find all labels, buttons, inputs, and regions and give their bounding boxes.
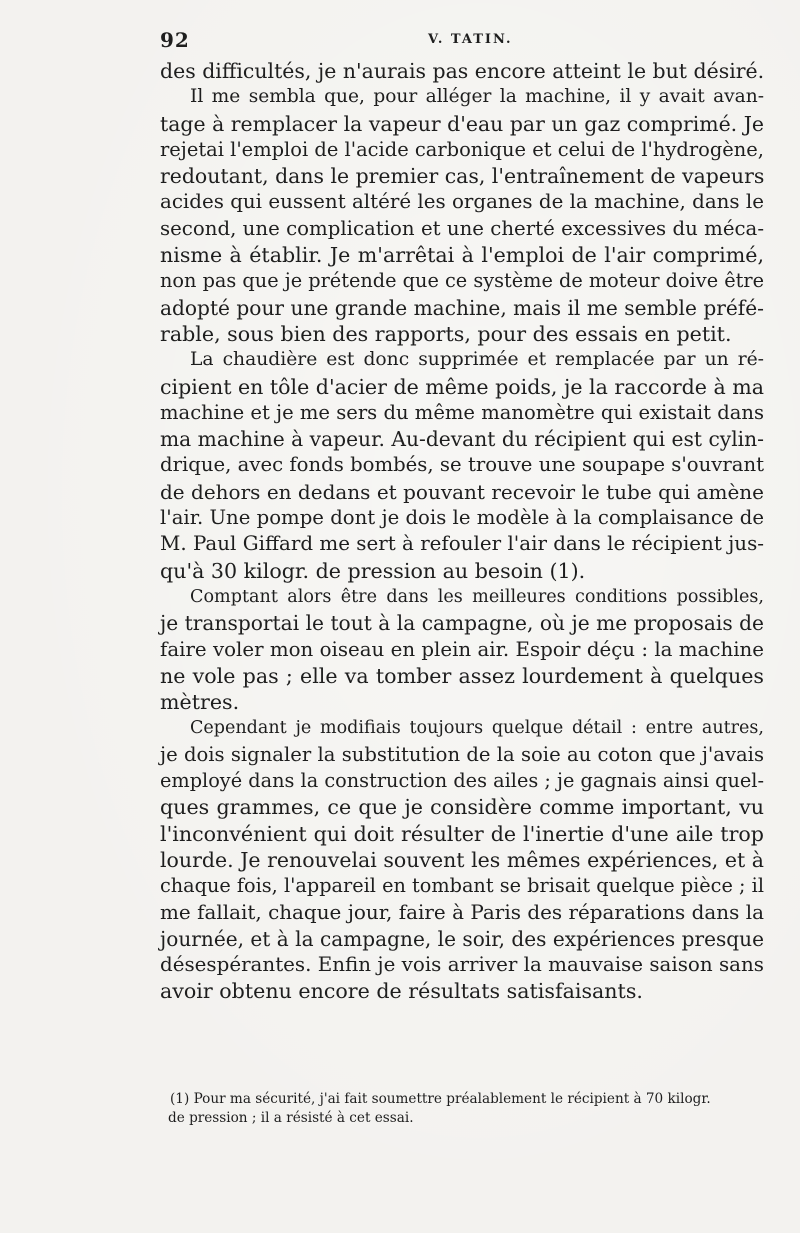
text-line: M. Paul Giffard me sert à refouler l'air dans le récipient jus- — [160, 532, 764, 556]
footnote-line: (1) Pour ma sécurité, j'ai fait soumettre préalablement le récipient à 70 kilogr. — [170, 1091, 711, 1107]
text-line: de dehors en dedans et pouvant recevoir le tube qui amène — [160, 479, 764, 504]
text-line: je dois signaler la substitution de la soie au coton que j'avais — [160, 742, 764, 766]
paragraph — [160, 715, 764, 1004]
text-line: rable, sous bien des rapports, pour des essais en petit. — [160, 321, 732, 346]
footnote-line: de pression ; il a résisté à cet essai. — [168, 1110, 414, 1126]
footnote — [170, 1090, 782, 1128]
paragraph — [160, 347, 764, 584]
text-line: second, une complication et une cherté excessives du méca- — [160, 216, 764, 240]
text-line: lourde. Je renouvelai souvent les mêmes expériences, et à — [160, 847, 764, 872]
text-line: employé dans la construction des ailes ; je gagnais ainsi quel- — [160, 769, 764, 793]
text-line: Cependant je modifiais toujours quelque détail : entre autres, — [190, 718, 764, 739]
text-line: machine et je me sers du même manomètre qui existait dans — [160, 400, 764, 424]
text-line: journée, et à la campagne, le soir, des expériences presque — [160, 926, 764, 951]
running-title: V. TATIN. — [428, 32, 513, 47]
text-line: nisme à établir. Je m'arrêtai à l'emploi de l'air comprimé, — [160, 243, 764, 268]
text-line: drique, avec fonds bombés, se trouve une soupape s'ouvrant — [160, 453, 764, 477]
text-line: La chaudière est donc supprimée et remplacée par un ré- — [190, 349, 764, 371]
text-line: faire voler mon oiseau en plein air. Espoir déçu : la machine — [160, 637, 764, 661]
text-line: désespérantes. Enfin je vois arriver la mauvaise saison sans — [160, 953, 764, 977]
running-head — [160, 28, 760, 54]
text-line: des difficultés, je n'aurais pas encore atteint le but désiré. — [160, 59, 765, 83]
text-line: adopté pour une grande machine, mais il me semble préfé- — [160, 295, 764, 320]
text-line: non pas que je prétende que ce système de moteur doive être — [160, 269, 765, 293]
text-line: ques grammes, ce que je considère comme important, vu — [160, 795, 764, 820]
text-line: l'inconvénient qui doit résulter de l'inertie d'une aile trop — [160, 821, 764, 846]
text-line: redoutant, dans le premier cas, l'entraînement de vapeurs — [160, 164, 765, 189]
text-line: cipient en tôle d'acier de même poids, je la raccorde à ma — [160, 374, 765, 399]
text-line: acides qui eussent altéré les organes de la machine, dans le — [160, 190, 764, 214]
text-line: avoir obtenu encore de résultats satisfaisants. — [160, 979, 643, 1004]
text-line: tage à remplacer la vapeur d'eau par un gaz comprimé. Je — [160, 111, 764, 136]
text-line: ne vole pas ; elle va tomber assez lourdement à quelques — [160, 663, 764, 688]
text-line: je transportai le tout à la campagne, où je me proposais de — [160, 611, 764, 636]
text-line: Il me sembla que, pour alléger la machine, il y avait avan- — [190, 86, 764, 108]
text-line: chaque fois, l'appareil en tombant se brisait quelque pièce ; il — [160, 874, 764, 898]
body-text — [160, 58, 764, 1005]
text-line: mètres. — [160, 690, 240, 715]
text-line: me fallait, chaque jour, faire à Paris des réparations dans la — [160, 900, 764, 924]
text-line: qu'à 30 kilogr. de pression au besoin (1). — [160, 558, 586, 583]
paragraph — [160, 58, 764, 84]
paragraph — [160, 584, 764, 715]
text-line: ma machine à vapeur. Au-devant du récipient qui est cylin- — [160, 427, 764, 452]
text-line: Comptant alors être dans les meilleures conditions possibles, — [190, 586, 764, 607]
text-line: rejetai l'emploi de l'acide carbonique et celui de l'hydrogène, — [160, 137, 764, 161]
paragraph — [160, 84, 764, 347]
page-number: 92 — [160, 28, 190, 52]
text-line: l'air. Une pompe dont je dois le modèle à la complaisance de — [160, 506, 764, 530]
